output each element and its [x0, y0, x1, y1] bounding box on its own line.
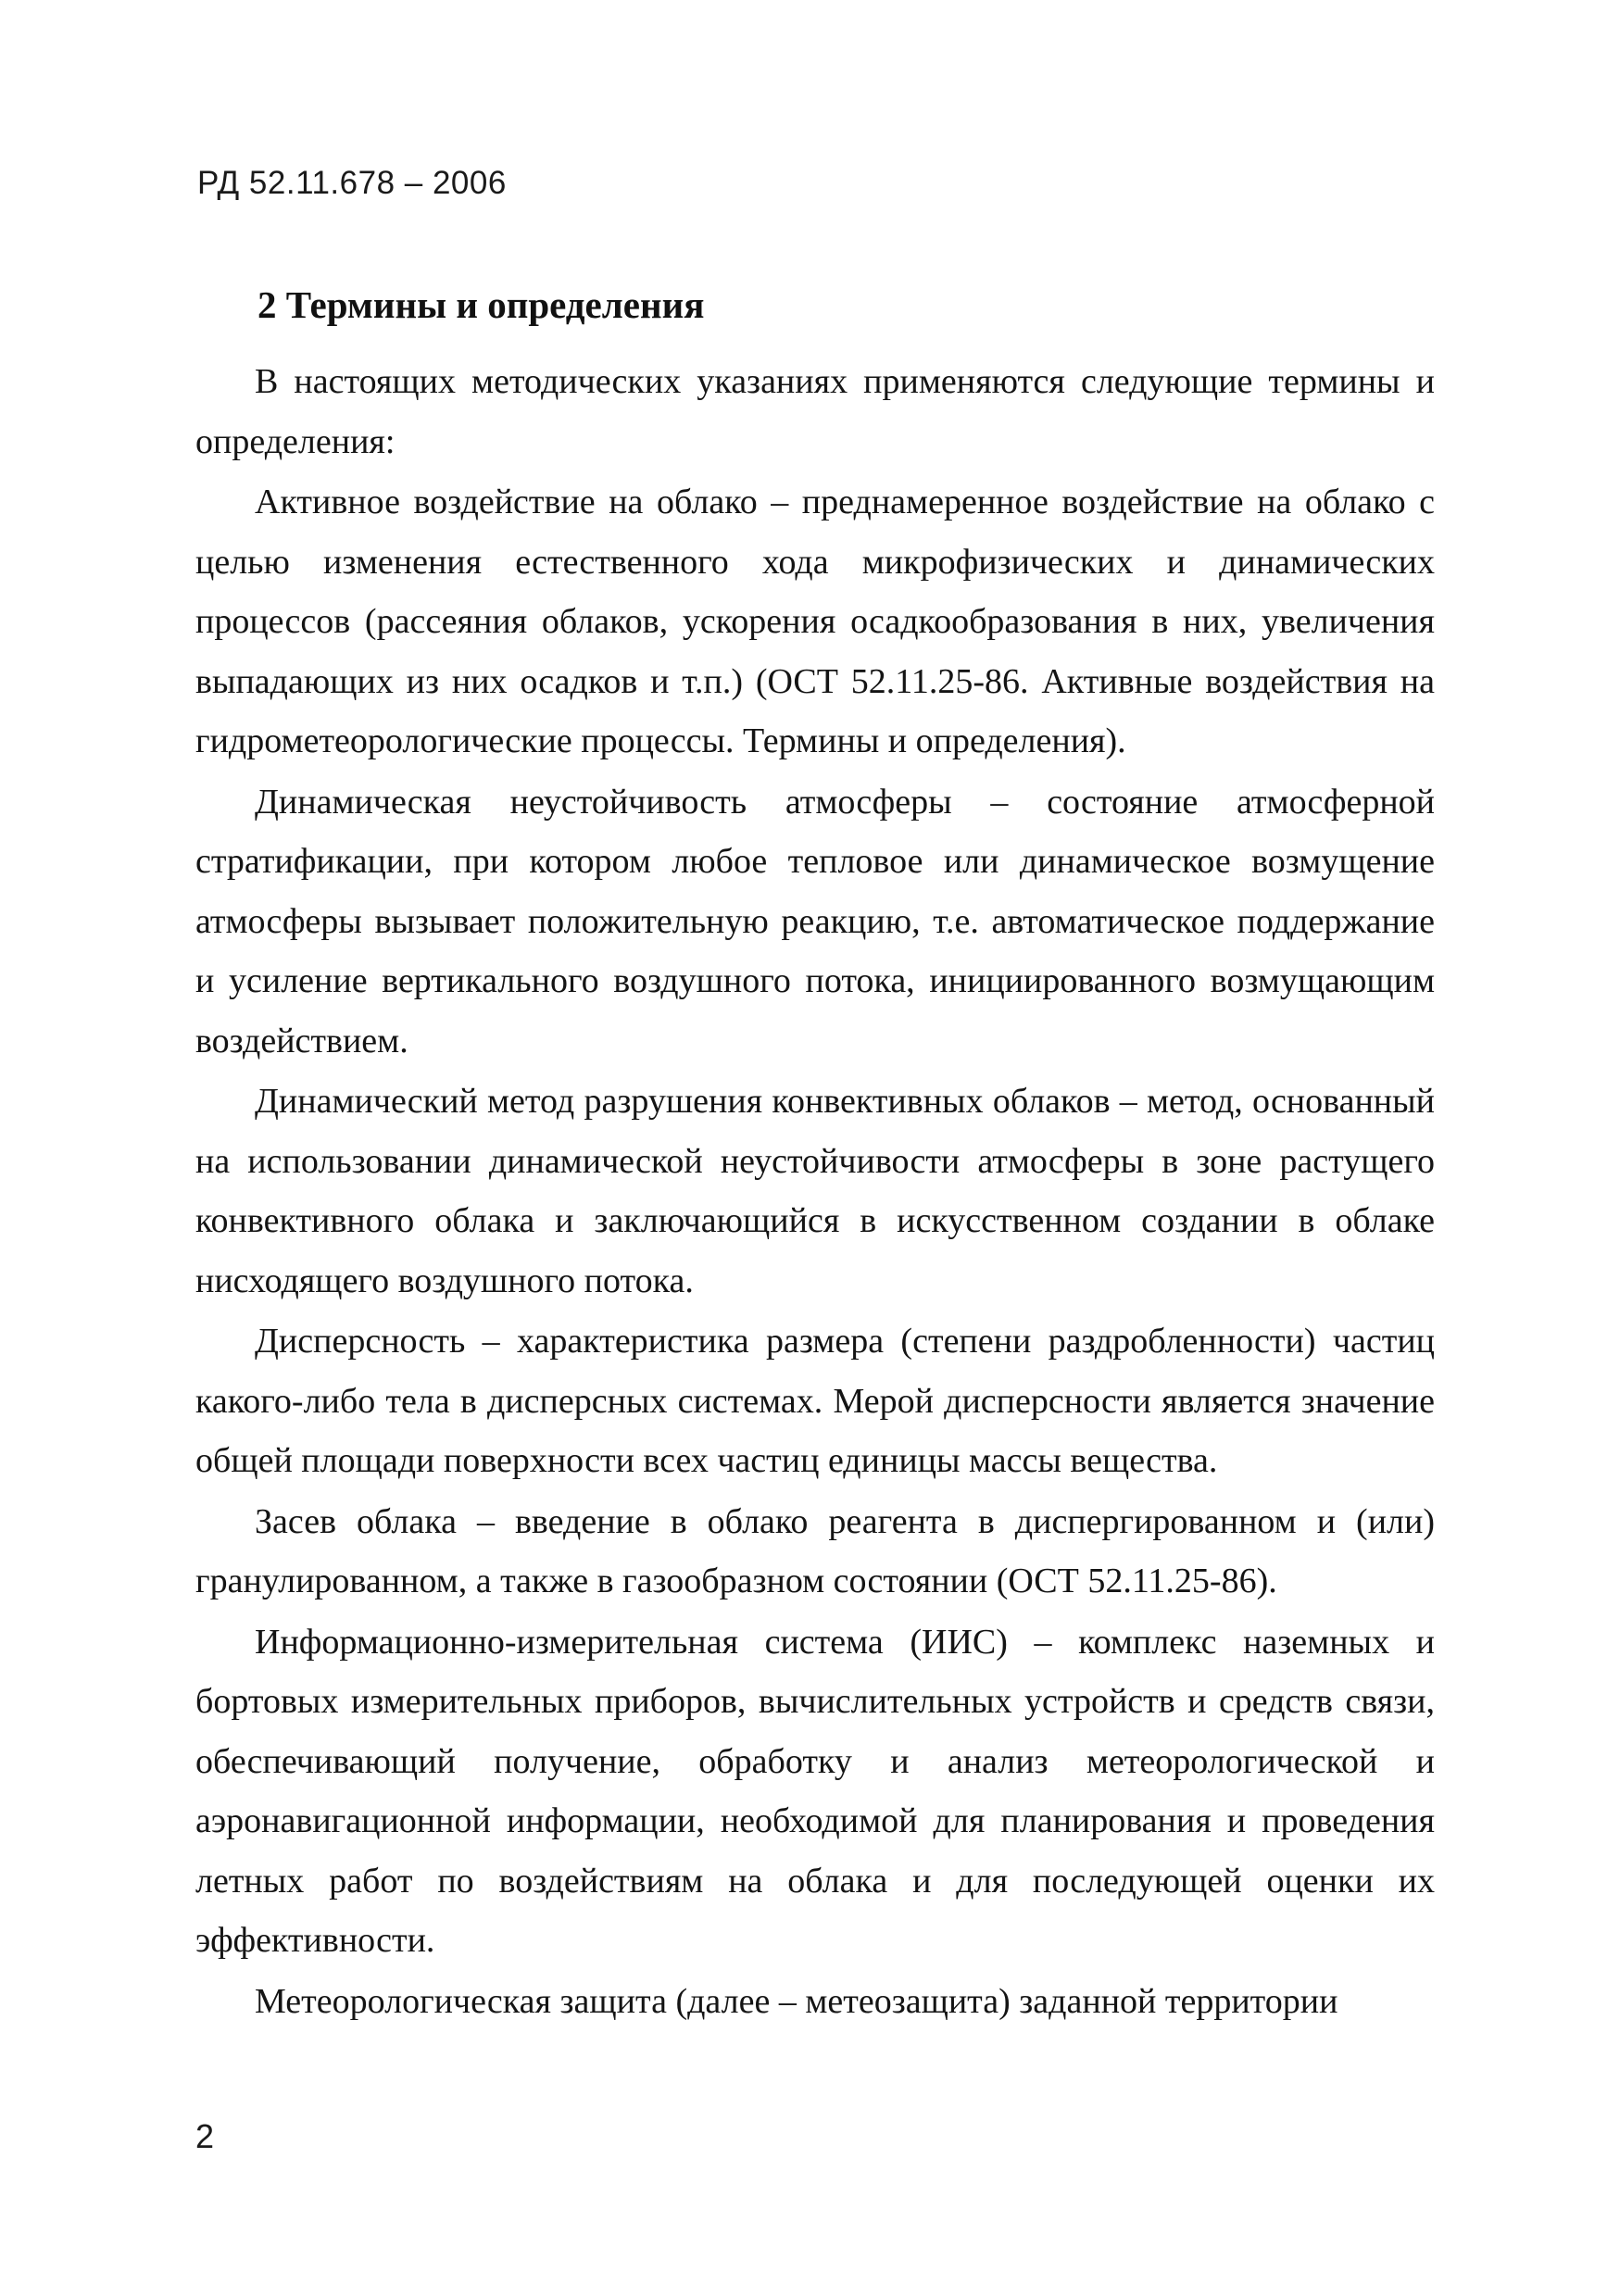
- paragraph-active-impact: Активное воздействие на облако – преднамеренное воздействие на облако с целью изменения естественного хода микрофизических и динамических процессов (рассеяния облаков, ускорения осадкообразования в них, увеличения выпадающих из них осадков и т.п.) (ОСТ 52.11.25-86. Активные воздействия на гидрометеорологические процессы. Термины и определения).: [195, 483, 1435, 760]
- paragraph-meteo-protection: Метеорологическая защита (далее – метеозащита) заданной территории: [255, 1981, 1338, 2021]
- page-number: 2: [195, 2117, 215, 2155]
- paragraph-cloud-seeding: Засев облака – введение в облако реагента в диспергированном и (или) гранулированном, а также в газообразном состоянии (ОСТ 52.11.25-86).: [195, 1501, 1435, 1600]
- paragraph-intro: В настоящих методических указаниях применяются следующие термины и определения:: [195, 362, 1435, 461]
- body-text: [195, 352, 1435, 2032]
- document-code-header: РД 52.11.678 – 2006: [197, 165, 507, 201]
- section-heading: 2 Термины и определения: [257, 283, 705, 326]
- paragraph-information-system: Информационно-измерительная система (ИИС) – комплекс наземных и бортовых измерительных приборов, вычислительных устройств и средств связи, обеспечивающий получение, обработку и анализ метеорологической и аэронавигационной информации, необходимой для планирования и проведения летных работ по воздействиям на облака и для последующей оценки их эффективности.: [195, 1622, 1435, 1960]
- paragraph-dispersity: Дисперсность – характеристика размера (степени раздробленности) частиц какого-либо тела в дисперсных системах. Мерой дисперсности является значение общей площади поверхности всех частиц единицы массы вещества.: [195, 1322, 1435, 1480]
- paragraph-dynamic-method: Динамический метод разрушения конвективных облаков – метод, основанный на использовании динамической неустойчивости атмосферы в зоне растущего конвективного облака и заключающийся в искусственном создании в облаке нисходящего воздушного потока.: [195, 1082, 1435, 1300]
- paragraph-dynamic-instability: Динамическая неустойчивость атмосферы – состояние атмосферной стратификации, при котором любое тепловое или динамическое возмущение атмосферы вызывает положительную реакцию, т.е. автоматическое поддержание и усиление вертикального воздушного потока, инициированного возмущающим воздействием.: [195, 782, 1435, 1060]
